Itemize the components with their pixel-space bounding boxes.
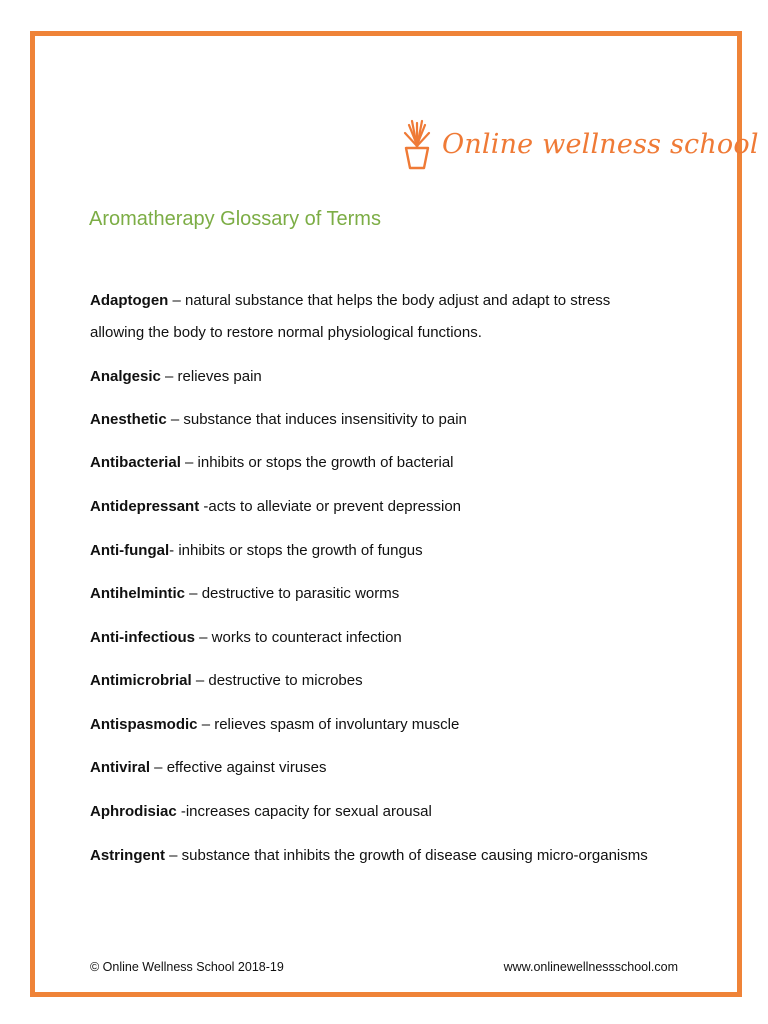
glossary-definition: – destructive to microbes: [191, 672, 363, 689]
glossary-definition: – substance that induces insensitivity to pain: [166, 411, 467, 428]
plant-pot-icon: [402, 117, 432, 171]
glossary-entry: [90, 752, 650, 784]
glossary-entry: [90, 491, 650, 523]
glossary-term: Analgesic: [90, 368, 161, 385]
glossary-definition: – relieves spasm of involuntary muscle: [197, 716, 460, 733]
glossary-definition: – works to counteract infection: [195, 629, 402, 646]
glossary-term: Antispasmodic: [90, 716, 198, 733]
glossary-entry: [90, 796, 650, 828]
footer-copyright: © Online Wellness School 2018-19: [90, 960, 284, 974]
glossary-definition: -increases capacity for sexual arousal: [176, 803, 432, 820]
glossary-entry: [90, 447, 650, 479]
glossary-entry: [90, 709, 650, 741]
glossary-term: Anesthetic: [90, 411, 167, 428]
glossary-term: Antimicrobrial: [90, 672, 192, 689]
page-title: Aromatherapy Glossary of Terms: [89, 208, 381, 230]
glossary-term: Antihelmintic: [90, 585, 186, 602]
glossary-definition: – substance that inhibits the growth of disease causing micro-organisms: [165, 847, 648, 864]
glossary-term: Astringent: [90, 847, 165, 864]
glossary-term: Anti-fungal: [90, 542, 170, 559]
glossary-term: Antibacterial: [90, 454, 181, 471]
glossary-entry: [90, 622, 650, 654]
glossary-definition: - inhibits or stops the growth of fungus: [169, 542, 423, 559]
glossary-entry: [90, 665, 650, 697]
glossary-entry: [90, 361, 650, 393]
glossary-term: Antiviral: [90, 759, 151, 776]
glossary-definition: – effective against viruses: [150, 759, 327, 776]
footer-website-link[interactable]: www.onlinewellnessschool.com: [503, 960, 678, 974]
logo-text: Online wellness school: [442, 128, 759, 160]
glossary-definition: – destructive to parasitic worms: [185, 585, 400, 602]
glossary-term: Adaptogen: [90, 292, 169, 309]
glossary-definition: – natural substance that helps the body adjust and adapt to stress allowing the body to restore normal physiological functions.: [90, 292, 611, 341]
glossary-term: Antidepressant: [90, 498, 200, 515]
glossary-entry: [90, 404, 650, 436]
glossary-definition: – relieves pain: [160, 368, 262, 385]
glossary-definition: -acts to alleviate or prevent depression: [199, 498, 462, 515]
glossary-entry: [90, 535, 650, 567]
glossary-term: Anti-infectious: [90, 629, 195, 646]
glossary-term: Aphrodisiac: [90, 803, 177, 820]
glossary-definition: – inhibits or stops the growth of bacterial: [180, 454, 454, 471]
glossary-entry: [90, 840, 650, 872]
glossary-entry: [90, 578, 650, 610]
brand-logo: [402, 116, 759, 172]
glossary-entry: [90, 285, 650, 349]
